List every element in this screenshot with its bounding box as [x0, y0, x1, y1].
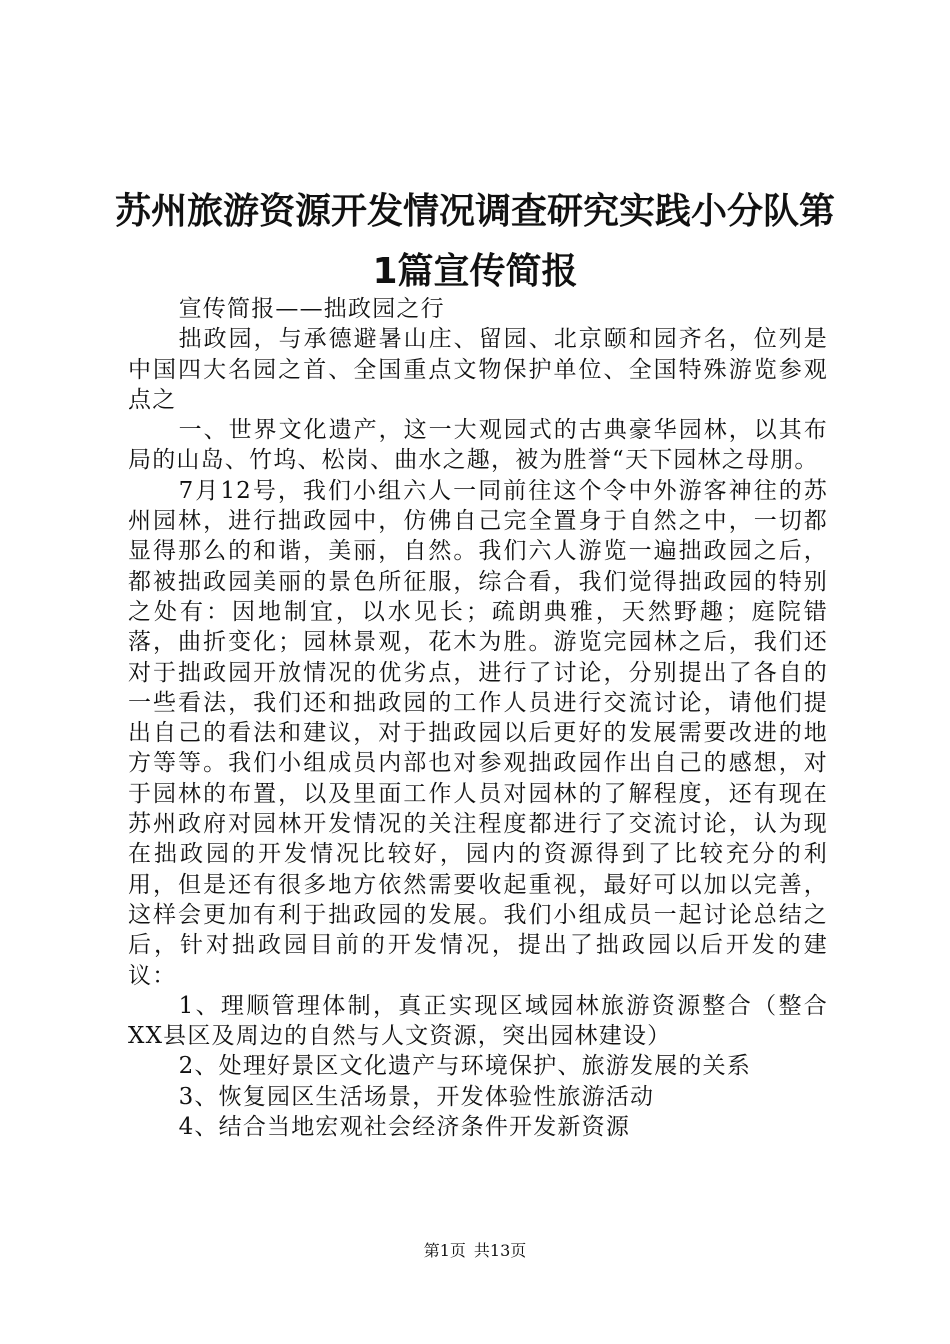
- body-paragraph: 拙政园，与承德避暑山庄、留园、北京颐和园齐名，位列是中国四大名园之首、全国重点文物保护单位、全国特殊游览参观点之: [128, 326, 828, 413]
- body-paragraph: 7月12号，我们小组六人一同前往这个令中外游客神往的苏州园林，进行拙政园中，仿佛自己完全置身于自然之中，一切都显得那么的和谐，美丽，自然。我们六人游览一遍拙政园之后，都被拙政园美丽的景色所征服，综合看，我们觉得拙政园的特别之处有：因地制宜，以水见长；疏朗典雅，天然野趣；庭院错落，曲折变化；园林景观，花木为胜。游览完园林之后，我们还对于拙政园开放情况的优劣点，进行了讨论，分别提出了各自的一些看法，我们还和拙政园的工作人员进行交流讨论，请他们提出自己的看法和建议，对于拙政园以后更好的发展需要改进的地方等等。我们小组成员内部也对参观拙政园作出自己的感想，对于园林的布置，以及里面工作人员对园林的了解程度，还有现在苏州政府对园林开发情况的关注程度都进行了交流讨论，认为现在拙政园的开发情况比较好，园内的资源得到了比较充分的利用，但是还有很多地方依然需要收起重视，最好可以加以完善，这样会更加有利于拙政园的发展。我们小组成员一起讨论总结之后，针对拙政园目前的开发情况，提出了拙政园以后开发的建议：: [128, 477, 828, 989]
- suggestion-item: 2、处理好景区文化遗产与环境保护、旅游发展的关系: [178, 1053, 752, 1080]
- page-footer: [0, 1240, 950, 1262]
- suggestion-item: 3、恢复园区生活场景，开发体验性旅游活动: [178, 1083, 655, 1110]
- body-paragraph: 宣传简报——拙政园之行: [178, 296, 445, 322]
- body-paragraph: 一、世界文化遗产，这一大观园式的古典豪华园林，以其布局的山岛、竹坞、松岗、曲水之趣，被为胜誉“天下园林之母朋。: [128, 417, 828, 474]
- page-number: 第1页: [423, 1241, 466, 1260]
- page-total: 共13页: [473, 1241, 527, 1260]
- document-title-line-1: 苏州旅游资源开发情况调查研究实践小分队第: [114, 191, 835, 232]
- suggestion-item: 4、结合当地宏观社会经济条件开发新资源: [178, 1114, 631, 1141]
- suggestion-item: 1、理顺管理体制，真正实现区域园林旅游资源整合（整合XX县区及周边的自然与人文资源，突出园林建设）: [128, 992, 828, 1050]
- document-title-line-2: 1篇宣传简报: [372, 251, 578, 292]
- document-body: [128, 294, 828, 1142]
